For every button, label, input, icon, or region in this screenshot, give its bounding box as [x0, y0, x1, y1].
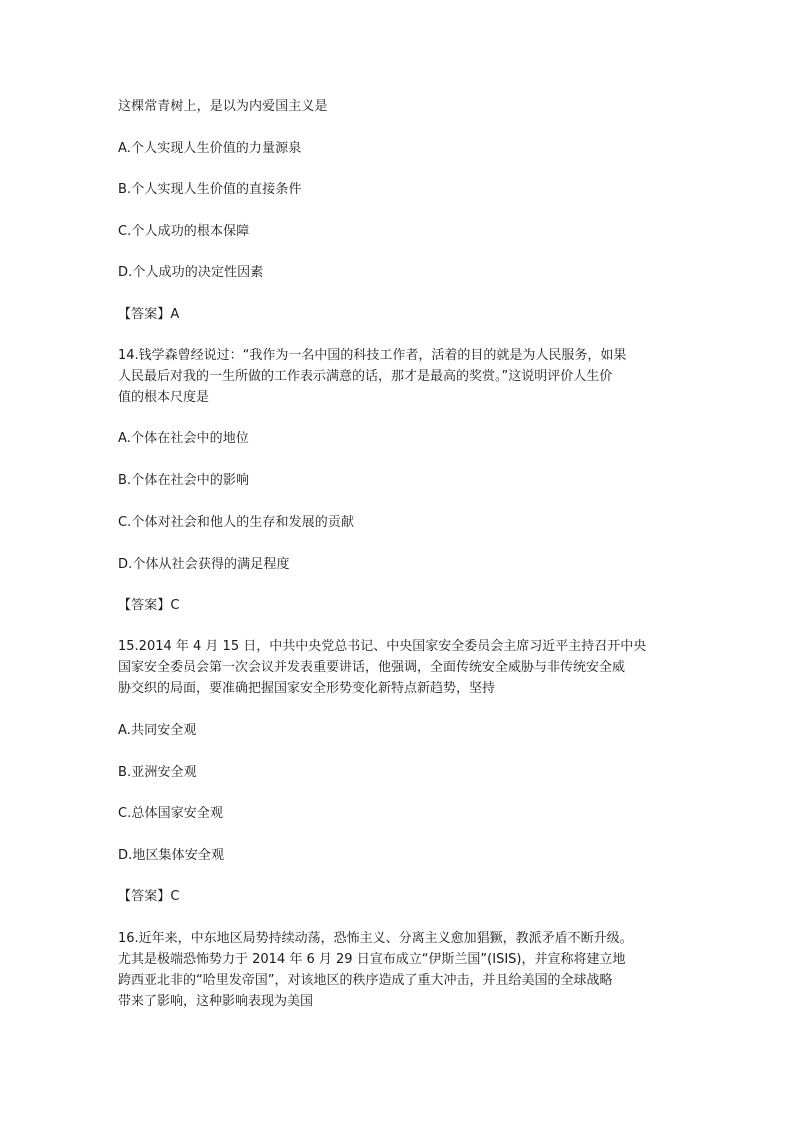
q15-stem — [118, 636, 678, 699]
q13-option-b: B.个人实现人生价值的直接条件 — [118, 182, 302, 197]
q14-stem-line: 人民最后对我的一生所做的工作表示满意的话，那才是最高的奖赏。”这说明评价人生价 — [118, 369, 613, 384]
q16-stem-line: 16.近年来，中东地区局势持续动荡，恐怖主义、分离主义愈加猖獗，教派矛盾不断升级。 — [118, 931, 633, 946]
q13-stem-tail: 这棵常青树上，是以为内爱国主义是 — [118, 99, 328, 114]
q14-option-c: C.个体对社会和他人的生存和发展的贡献 — [118, 515, 355, 530]
q16-stem-line: 跨西亚北非的“哈里发帝国”，对该地区的秩序造成了重大冲击，并且给美国的全球战略 — [118, 973, 613, 988]
q14-stem-line: 14.钱学森曾经说过：“我作为一名中国的科技工作者，活着的目的就是为人民服务，如果 — [118, 348, 627, 363]
q13-option-a: A.个人实现人生价值的力量源泉 — [118, 141, 302, 156]
q16-stem-line: 尤其是极端恐怖势力于 2014 年 6 月 29 日宣布成立“伊斯兰国”(ISIS)，并宣称将建立地 — [118, 952, 626, 967]
q15-stem-line: 胁交织的局面，要准确把握国家安全形势变化新特点新趋势，坚持 — [118, 681, 496, 696]
q13-option-c: C.个人成功的根本保障 — [118, 224, 250, 239]
q15-option-c: C.总体国家安全观 — [118, 806, 224, 821]
q15-option-b: B.亚洲安全观 — [118, 765, 197, 780]
q14-option-a: A.个体在社会中的地位 — [118, 431, 249, 446]
q14-answer: 【答案】C — [118, 598, 180, 613]
q16-stem — [118, 928, 678, 1012]
q15-answer: 【答案】C — [118, 889, 180, 904]
q14-stem — [118, 345, 678, 408]
q14-option-d: D.个体从社会获得的满足程度 — [118, 557, 290, 572]
q13-option-d: D.个人成功的决定性因素 — [118, 265, 264, 280]
q13-answer: 【答案】A — [118, 307, 180, 322]
q16-stem-line: 带来了影响，这种影响表现为美国 — [118, 994, 314, 1009]
q15-option-a: A.共同安全观 — [118, 723, 197, 738]
q15-stem-line: 15.2014 年 4 月 15 日，中共中央党总书记、中央国家安全委员会主席习近平主持召开中央 — [118, 639, 647, 654]
q14-stem-line: 值的根本尺度是 — [118, 390, 210, 405]
q15-stem-line: 国家安全委员会第一次会议并发表重要讲话，他强调，全面传统安全威胁与非传统安全威 — [118, 660, 626, 675]
q14-option-b: B.个体在社会中的影响 — [118, 473, 250, 488]
q15-option-d: D.地区集体安全观 — [118, 848, 225, 863]
